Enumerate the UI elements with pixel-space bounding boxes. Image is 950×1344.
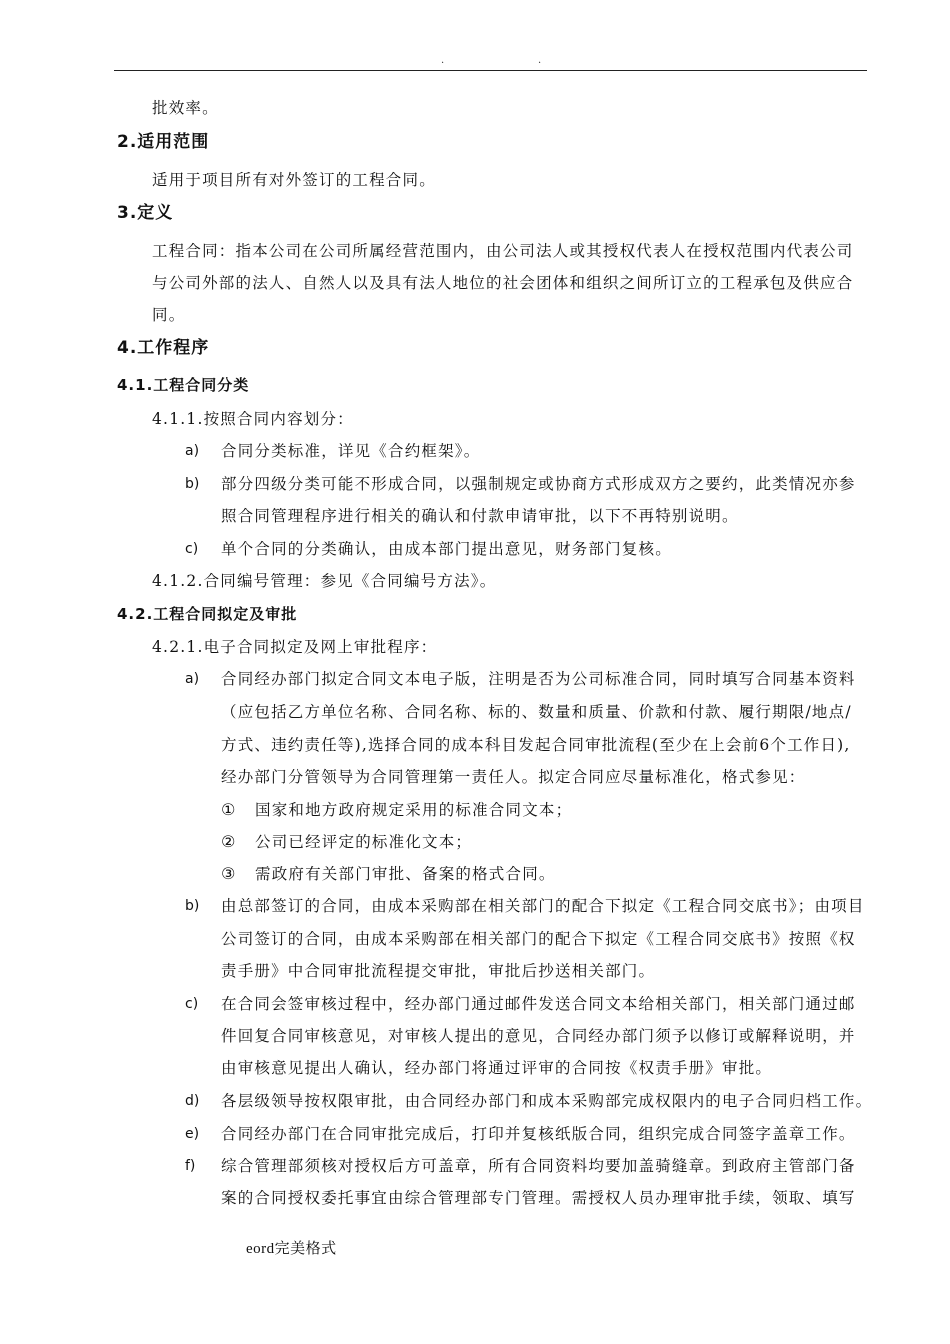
list-marker: c) [185,996,199,1012]
list-item-text: 合同分类标准，详见《合约框架》。 [221,442,481,460]
definition-line: 与公司外部的法人、自然人以及具有法人地位的社会团体和组织之间所订立的工程承包及供应合 [152,274,854,292]
list-item-text: 各层级领导按权限审批，由合同经办部门和成本采购部完成权限内的电子合同归档工作。 [221,1092,873,1110]
item-4-1-1: 4.1.1.按照合同内容划分： [152,410,354,428]
section-4-2-title: 4.2.工程合同拟定及审批 [117,605,298,623]
header-rule [114,70,867,71]
list-item-text: 责手册》中合同审批流程提交审批，审批后抄送相关部门。 [221,962,656,980]
list-item-text: 部分四级分类可能不形成合同，以强制规定或协商方式形成双方之要约，此类情况亦参 [221,475,856,493]
sub-item-text: 需政府有关部门审批、备案的格式合同。 [255,865,556,883]
sub-item-text: 公司已经评定的标准化文本； [255,833,473,851]
header-dots [0,56,950,68]
sub-item-text: 国家和地方政府规定采用的标准合同文本； [255,801,573,819]
list-item-text: 由总部签订的合同，由成本采购部在相关部门的配合下拟定《工程合同交底书》；由项目 [221,897,865,915]
list-marker: c) [185,541,199,557]
list-item-text: 照合同管理程序进行相关的确认和付款申请审批，以下不再特别说明。 [221,507,739,525]
list-marker: b) [185,898,200,914]
section-4-title: 4.工作程序 [117,338,210,358]
section-2-title: 2.适用范围 [117,132,210,152]
sub-marker: ③ [221,864,236,883]
sub-marker: ② [221,832,236,851]
section-3-title: 3.定义 [117,203,174,223]
list-marker: a) [185,671,200,687]
section-4-1-title: 4.1.工程合同分类 [117,376,250,394]
header-dot: . [538,55,542,66]
list-item-text: 公司签订的合同，由成本采购部在相关部门的配合下拟定《工程合同交底书》按照《权 [221,930,856,948]
footer-text: eord完美格式 [246,1241,337,1257]
list-item-text: 单个合同的分类确认，由成本部门提出意见，财务部门复核。 [221,540,672,558]
list-item-text: 综合管理部须核对授权后方可盖章，所有合同资料均要加盖骑缝章。到政府主管部门备 [221,1157,856,1175]
list-marker: a) [185,443,200,459]
list-marker: f) [185,1158,196,1174]
list-marker: d) [185,1093,200,1109]
list-item-text: 案的合同授权委托事宜由综合管理部专门管理。需授权人员办理审批手续，领取、填写 [221,1189,856,1207]
item-4-2-1: 4.2.1.电子合同拟定及网上审批程序： [152,638,438,656]
list-item-text: 方式、违约责任等),选择合同的成本科目发起合同审批流程(至少在上会前6个工作日), [221,736,851,754]
list-item-text: 合同经办部门拟定合同文本电子版，注明是否为公司标准合同，同时填写合同基本资料 [221,670,856,688]
intro-tail: 批效率。 [152,99,219,117]
sub-marker: ① [221,800,236,819]
item-4-1-2: 4.1.2.合同编号管理：参见《合同编号方法》。 [152,572,497,590]
list-item-text: 经办部门分管领导为合同管理第一责任人。拟定合同应尽量标准化，格式参见： [221,768,806,786]
list-item-text: 由审核意见提出人确认，经办部门将通过评审的合同按《权责手册》审批。 [221,1059,773,1077]
section-2-body: 适用于项目所有对外签订的工程合同。 [152,171,436,189]
header-dot: . [441,55,445,66]
list-item-text: （应包括乙方单位名称、合同名称、标的、数量和质量、价款和付款、履行期限/地点/ [221,703,852,721]
list-item-text: 件回复合同审核意见，对审核人提出的意见，合同经办部门须予以修订或解释说明，并 [221,1027,856,1045]
definition-line: 同。 [152,306,186,324]
list-item-text: 在合同会签审核过程中，经办部门通过邮件发送合同文本给相关部门，相关部门通过邮 [221,995,856,1013]
list-item-text: 合同经办部门在合同审批完成后，打印并复核纸版合同，组织完成合同签字盖章工作。 [221,1125,856,1143]
list-marker: b) [185,476,200,492]
list-marker: e) [185,1126,200,1142]
definition-line: 工程合同：指本公司在公司所属经营范围内，由公司法人或其授权代表人在授权范围内代表公司 [152,242,854,260]
